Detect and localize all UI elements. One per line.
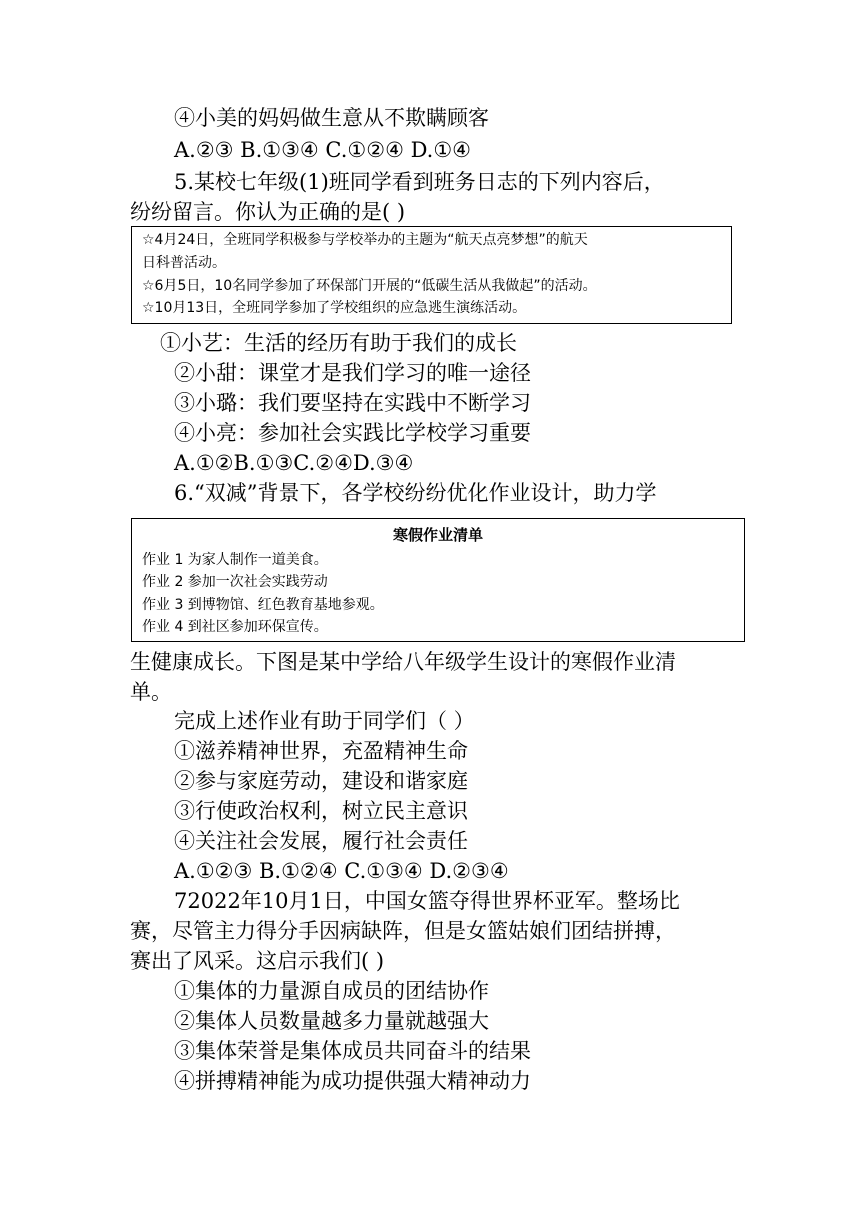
q4-options: A.②③ B.①③④ C.①②④ D.①④: [174, 138, 471, 162]
homework-item-4: 作业 4 到社区参加环保宣传。: [142, 619, 328, 635]
q6-item-2: ②参与家庭劳动，建设和谐家庭: [174, 769, 468, 793]
q5-options: A.①②B.①③C.②④D.③④: [174, 451, 414, 475]
q7-stem-line-1: 72022年10月1日，中国女篮夺得世界杯亚军。整场比: [174, 889, 680, 913]
homework-item-3: 作业 3 到博物馆、红色教育基地参观。: [142, 597, 384, 613]
homework-item-1: 作业 1 为家人制作一道美食。: [142, 552, 328, 568]
homework-list-box: [131, 518, 745, 642]
q7-stem-line-2: 赛，尽管主力得分手因病缺阵，但是女篮姑娘们团结拼搏，: [130, 919, 676, 943]
q7-item-3: ③集体荣誉是集体成员共同奋斗的结果: [174, 1039, 531, 1063]
q5-stem-line-2: 纷纷留言。你认为正确的是( ): [130, 200, 406, 224]
q7-stem-line-3: 赛出了风采。这启示我们( ): [130, 949, 385, 973]
log-line-1: ☆4月24日，全班同学积极参与学校举办的主题为“航天点亮梦想”的航天: [142, 232, 588, 248]
log-line-3: ☆6月5日，10名同学参加了环保部门开展的“低碳生活从我做起”的活动。: [142, 278, 597, 294]
homework-item-2: 作业 2 参加一次社会实践劳动: [142, 574, 328, 590]
q6-stem-line-2: 生健康成长。下图是某中学给八年级学生设计的寒假作业清: [130, 650, 676, 674]
q5-item-4: ④小亮：参加社会实践比学校学习重要: [174, 421, 531, 445]
class-log-box: [131, 226, 732, 324]
q5-item-3: ③小璐：我们要坚持在实践中不断学习: [174, 391, 531, 415]
q6-stem-line-3: 单。: [130, 680, 172, 704]
q6-item-3: ③行使政治权利，树立民主意识: [174, 799, 468, 823]
homework-list-title: 寒假作业清单: [392, 526, 483, 544]
q7-item-4: ④拼搏精神能为成功提供强大精神动力: [174, 1069, 531, 1093]
q6-prompt: 完成上述作业有助于同学们（ ）: [174, 709, 475, 733]
q4-item-4: ④小美的妈妈做生意从不欺瞒顾客: [174, 106, 489, 130]
q7-item-2: ②集体人员数量越多力量就越强大: [174, 1009, 489, 1033]
log-line-4: ☆10月13日，全班同学参加了学校组织的应急逃生演练活动。: [142, 300, 527, 316]
q6-item-4: ④关注社会发展，履行社会责任: [174, 829, 468, 853]
q5-item-2: ②小甜：课堂才是我们学习的唯一途径: [174, 361, 531, 385]
q6-options: A.①②③ B.①②④ C.①③④ D.②③④: [174, 859, 509, 883]
q6-item-1: ①滋养精神世界，充盈精神生命: [174, 739, 468, 763]
q7-item-1: ①集体的力量源自成员的团结协作: [174, 979, 489, 1003]
log-line-2: 日科普活动。: [142, 255, 226, 271]
q5-stem-line-1: 5.某校七年级(1)班同学看到班务日志的下列内容后，: [174, 170, 665, 194]
q6-stem-line-1: 6.“双减”背景下，各学校纷纷优化作业设计，助力学: [174, 481, 657, 505]
q5-item-1: ①小艺：生活的经历有助于我们的成长: [160, 331, 517, 355]
